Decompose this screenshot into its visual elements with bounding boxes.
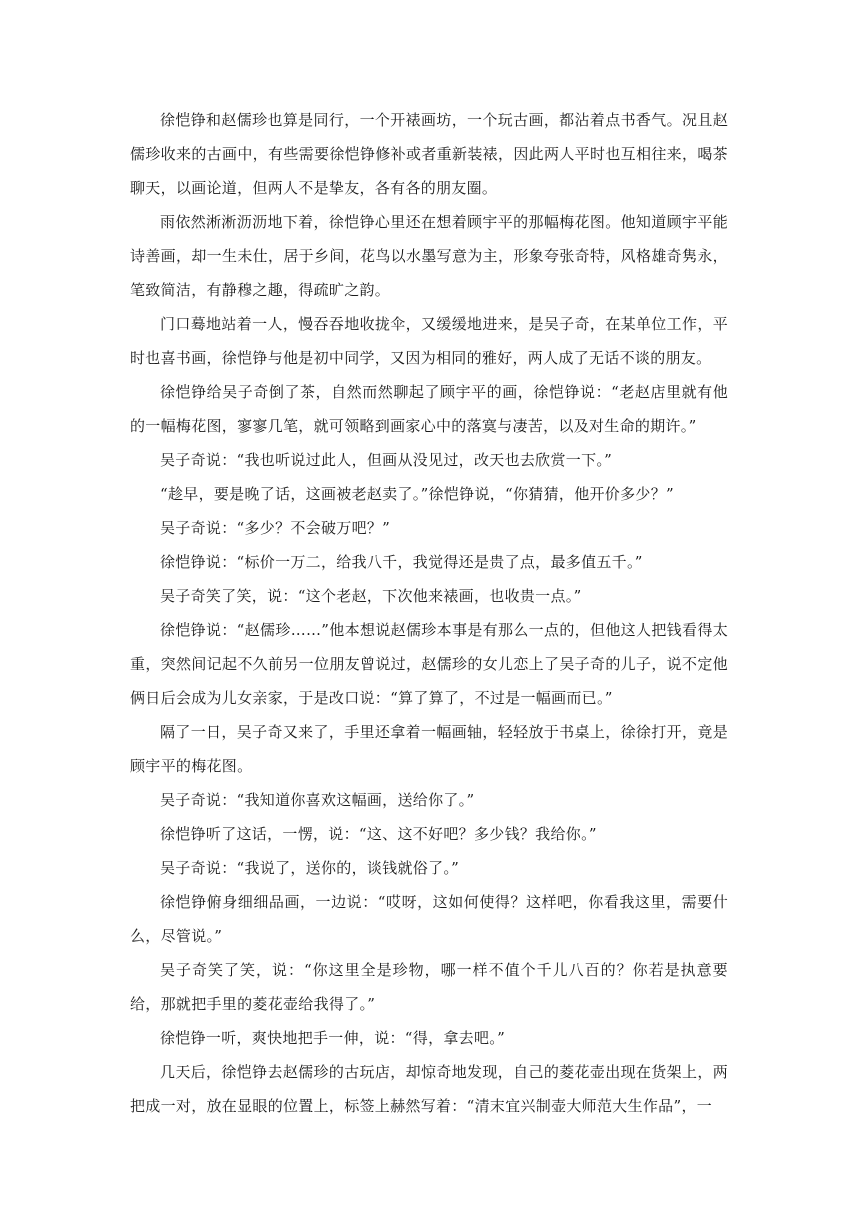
paragraph: 门口蓦地站着一人，慢吞吞地收拢伞，又缓缓地进来，是吴子奇，在某单位工作，平时也喜书画，徐恺铮与他是初中同学，又因为相同的雅好，两人成了无话不谈的朋友。 [130,315,728,367]
paragraph: 几天后，徐恺铮去赵儒珍的古玩店，却惊奇地发现，自己的菱花壶出现在货架上，两把成一对，放在显眼的位置上，标签上赫然写着：“清末宜兴制壶大师范大生作品”，一 [130,1063,728,1115]
paragraph: 隔了一日，吴子奇又来了，手里还拿着一幅画轴，轻轻放于书桌上，徐徐打开，竟是顾宇平的梅花图。 [130,723,728,775]
paragraph: 吴子奇说：“我说了，送你的，谈钱就俗了。” [160,859,460,877]
paragraph: 徐恺铮听了这话，一愣，说：“这、这不好吧？多少钱？我给你。” [160,825,597,843]
paragraph: 徐恺铮一听，爽快地把手一伸，说：“得，拿去吧。” [160,1029,506,1047]
paragraph: “趁早，要是晚了话，这画被老赵卖了。”徐恺铮说，“你猜猜，他开价多少？” [160,485,674,503]
paragraph: 雨依然淅淅沥沥地下着，徐恺铮心里还在想着顾宇平的那幅梅花图。他知道顾宇平能诗善画，却一生未仕，居于乡间，花鸟以水墨写意为主，形象夸张奇特，风格雄奇隽永，笔致简洁，有静穆之趣，得疏旷之韵。 [130,213,728,299]
document-page [130,103,728,1123]
paragraph: 吴子奇说：“我知道你喜欢这幅画，送给你了。” [160,791,475,809]
paragraph: 徐恺铮和赵儒珍也算是同行，一个开裱画坊，一个玩古画，都沾着点书香气。况且赵儒珍收来的古画中，有些需要徐恺铮修补或者重新装裱，因此两人平时也互相往来，喝茶聊天，以画论道，但两人不是挚友，各有各的朋友圈。 [130,111,728,197]
paragraph: 吴子奇说：“多少？不会破万吧？” [160,519,391,537]
paragraph: 吴子奇笑了笑，说：“你这里全是珍物，哪一样不值个千儿八百的？你若是执意要给，那就把手里的菱花壶给我得了。” [130,961,728,1013]
paragraph: 徐恺铮说：“标价一万二，给我八千，我觉得还是贵了点，最多值五千。” [160,553,643,571]
paragraph: 徐恺铮俯身细细品画，一边说：“哎呀，这如何使得？这样吧，你看我这里，需要什么，尽管说。” [130,893,728,945]
paragraph: 吴子奇说：“我也听说过此人，但画从没见过，改天也去欣赏一下。” [160,451,613,469]
paragraph: 徐恺铮给吴子奇倒了茶，自然而然聊起了顾宇平的画，徐恺铮说：“老赵店里就有他的一幅梅花图，寥寥几笔，就可领略到画家心中的落寞与凄苦，以及对生命的期许。” [130,383,728,435]
paragraph: 徐恺铮说：“赵儒珍……”他本想说赵儒珍本事是有那么一点的，但他这人把钱看得太重，突然间记起不久前另一位朋友曾说过，赵儒珍的女儿恋上了吴子奇的儿子，说不定他俩日后会成为儿女亲家，于是改口说：“算了算了，不过是一幅画而已。” [130,621,728,707]
paragraph: 吴子奇笑了笑，说：“这个老赵，下次他来裱画，也收贵一点。” [160,587,582,605]
